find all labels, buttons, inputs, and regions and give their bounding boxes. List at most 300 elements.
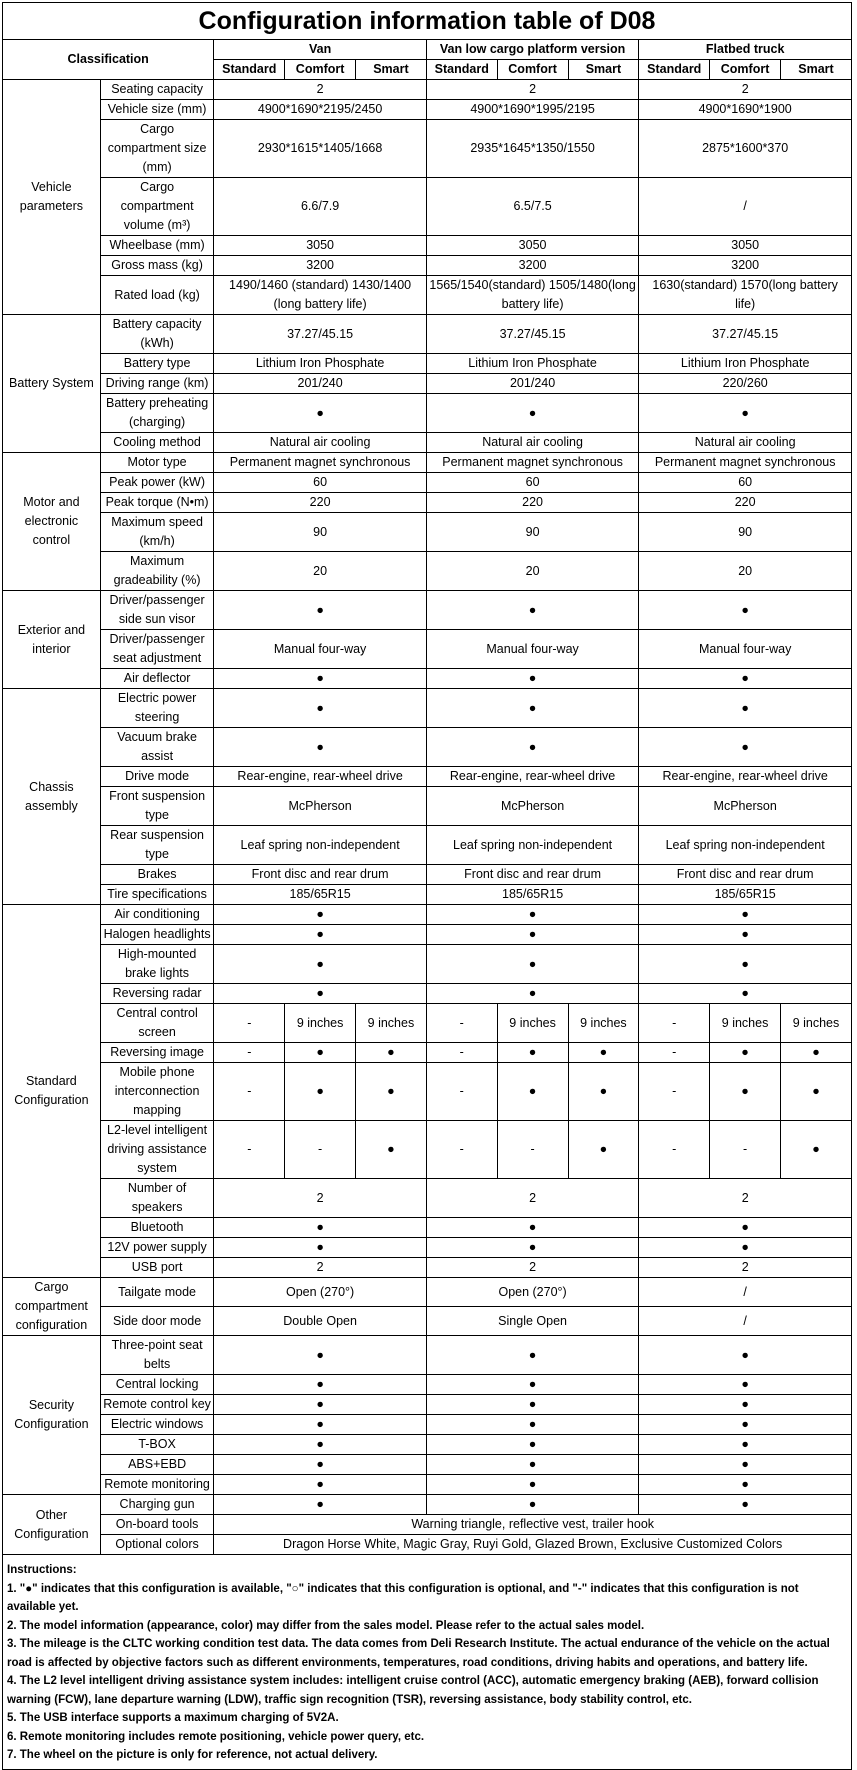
value-cell: ●: [710, 1063, 781, 1121]
value-cell: 90: [214, 513, 426, 552]
value-cell: Rear-engine, rear-wheel drive: [426, 767, 638, 787]
table-row: [3, 80, 852, 100]
table-row: [3, 256, 852, 276]
row-label: Halogen headlights: [100, 925, 214, 945]
value-cell: -: [426, 1063, 497, 1121]
row-label: Reversing radar: [100, 984, 214, 1004]
table-row: [3, 1375, 852, 1395]
table-row: [3, 1218, 852, 1238]
value-cell: ●: [639, 984, 852, 1004]
value-cell: ●: [426, 945, 638, 984]
table-row: [3, 473, 852, 493]
trim-header: Smart: [780, 60, 851, 80]
value-cell: ●: [639, 1336, 852, 1375]
table-row: [3, 120, 852, 178]
value-cell: 4900*1690*2195/2450: [214, 100, 426, 120]
row-label: 12V power supply: [100, 1238, 214, 1258]
value-cell: ●: [285, 1043, 356, 1063]
value-cell: 9 inches: [568, 1004, 639, 1043]
value-cell: ●: [639, 1415, 852, 1435]
value-cell: ●: [568, 1043, 639, 1063]
value-cell: Natural air cooling: [214, 433, 426, 453]
value-cell: Rear-engine, rear-wheel drive: [214, 767, 426, 787]
value-cell: ●: [426, 1395, 638, 1415]
row-label: Rated load (kg): [100, 276, 214, 315]
value-cell: ●: [214, 1415, 426, 1435]
value-cell: 185/65R15: [639, 885, 852, 905]
value-cell: ●: [426, 591, 638, 630]
value-cell: ●: [426, 728, 638, 767]
value-cell: Natural air cooling: [639, 433, 852, 453]
value-cell: 37.27/45.15: [426, 315, 638, 354]
value-cell: 201/240: [426, 374, 638, 394]
value-cell: Front disc and rear drum: [426, 865, 638, 885]
model-header-van-low: Van low cargo platform version: [426, 40, 638, 60]
value-cell: 60: [639, 473, 852, 493]
value-cell: -: [214, 1121, 285, 1179]
instruction-item: 2. The model information (appearance, color) may differ from the sales model. Please refer to the actual sales model.: [7, 1619, 645, 1632]
value-cell: -: [285, 1121, 356, 1179]
value-cell: ●: [639, 1375, 852, 1395]
title-row: [3, 3, 852, 40]
value-cell: ●: [426, 1495, 638, 1515]
value-cell: ●: [426, 1455, 638, 1475]
value-cell: -: [214, 1043, 285, 1063]
value-cell: 20: [214, 552, 426, 591]
table-row: [3, 984, 852, 1004]
table-row: [3, 276, 852, 315]
row-label: Driver/passenger seat adjustment: [100, 630, 214, 669]
row-label: Three-point seat belts: [100, 1336, 214, 1375]
table-row: [3, 728, 852, 767]
instructions-row: [3, 1555, 852, 1770]
value-cell: -: [639, 1063, 710, 1121]
group-label: Other Configuration: [3, 1495, 101, 1555]
value-cell: ●: [214, 1395, 426, 1415]
value-cell: ●: [426, 1375, 638, 1395]
row-label: Reversing image: [100, 1043, 214, 1063]
row-label: Front suspension type: [100, 787, 214, 826]
table-row: [3, 1043, 852, 1063]
model-header-flatbed: Flatbed truck: [639, 40, 852, 60]
row-label: Seating capacity: [100, 80, 214, 100]
value-cell: 1565/1540(standard) 1505/1480(long battery life): [426, 276, 638, 315]
value-cell: Single Open: [426, 1307, 638, 1336]
configuration-body: [3, 80, 852, 1555]
value-cell: ●: [214, 1336, 426, 1375]
value-cell: ●: [780, 1063, 851, 1121]
value-cell: 6.6/7.9: [214, 178, 426, 236]
row-label: Battery preheating (charging): [100, 394, 214, 433]
value-cell: -: [214, 1004, 285, 1043]
value-cell: -: [214, 1063, 285, 1121]
row-label: Maximum speed (km/h): [100, 513, 214, 552]
value-cell: 201/240: [214, 374, 426, 394]
value-cell: 220: [639, 493, 852, 513]
row-label: Tailgate mode: [100, 1278, 214, 1307]
value-cell: ●: [214, 1375, 426, 1395]
value-cell: -: [639, 1004, 710, 1043]
value-cell: ●: [426, 1475, 638, 1495]
value-cell: 1630(standard) 1570(long battery life): [639, 276, 852, 315]
value-cell: ●: [639, 1495, 852, 1515]
value-cell: ●: [568, 1063, 639, 1121]
value-cell: ●: [639, 1238, 852, 1258]
value-cell: -: [710, 1121, 781, 1179]
classification-header: Classification: [3, 40, 214, 80]
row-label: Cargo compartment size (mm): [100, 120, 214, 178]
value-cell: 3200: [214, 256, 426, 276]
value-cell: 2: [214, 1258, 426, 1278]
group-label: Cargo compartment configuration: [3, 1278, 101, 1336]
group-label: Chassis assembly: [3, 689, 101, 905]
value-cell: ●: [426, 1415, 638, 1435]
value-cell: 185/65R15: [214, 885, 426, 905]
row-label: T-BOX: [100, 1435, 214, 1455]
trim-header: Comfort: [497, 60, 568, 80]
value-cell: ●: [426, 1336, 638, 1375]
value-cell: ●: [639, 905, 852, 925]
value-cell: /: [639, 178, 852, 236]
table-row: [3, 1415, 852, 1435]
value-cell: Permanent magnet synchronous: [214, 453, 426, 473]
row-label: Air conditioning: [100, 905, 214, 925]
row-label: Central locking: [100, 1375, 214, 1395]
row-label: Number of speakers: [100, 1179, 214, 1218]
value-cell: Dragon Horse White, Magic Gray, Ruyi Gold, Glazed Brown, Exclusive Customized Colors: [214, 1535, 852, 1555]
value-cell: Front disc and rear drum: [639, 865, 852, 885]
value-cell: ●: [214, 925, 426, 945]
value-cell: 3050: [426, 236, 638, 256]
table-row: [3, 453, 852, 473]
value-cell: ●: [639, 394, 852, 433]
row-label: Optional colors: [100, 1535, 214, 1555]
instruction-item: 1. "●" indicates that this configuration is available, "○" indicates that this configuration is optional, and "-" indicates that this configuration is not available yet.: [7, 1582, 799, 1613]
value-cell: ●: [426, 669, 638, 689]
value-cell: 20: [426, 552, 638, 591]
group-label: Security Configuration: [3, 1336, 101, 1495]
trim-header: Standard: [639, 60, 710, 80]
value-cell: ●: [780, 1121, 851, 1179]
value-cell: ●: [426, 689, 638, 728]
value-cell: Leaf spring non-independent: [639, 826, 852, 865]
value-cell: -: [426, 1121, 497, 1179]
row-label: Air deflector: [100, 669, 214, 689]
table-row: [3, 1307, 852, 1336]
value-cell: 20: [639, 552, 852, 591]
row-label: Rear suspension type: [100, 826, 214, 865]
value-cell: 220: [426, 493, 638, 513]
value-cell: 90: [639, 513, 852, 552]
trim-header: Smart: [568, 60, 639, 80]
table-row: [3, 1063, 852, 1121]
row-label: Electric power steering: [100, 689, 214, 728]
group-label: Exterior and interior: [3, 591, 101, 689]
value-cell: ●: [214, 984, 426, 1004]
value-cell: 6.5/7.5: [426, 178, 638, 236]
table-row: [3, 1121, 852, 1179]
model-header-row: [3, 40, 852, 60]
value-cell: McPherson: [426, 787, 638, 826]
row-label: USB port: [100, 1258, 214, 1278]
value-cell: ●: [497, 1043, 568, 1063]
table-row: [3, 1238, 852, 1258]
table-row: [3, 178, 852, 236]
value-cell: Warning triangle, reflective vest, trailer hook: [214, 1515, 852, 1535]
row-label: Tire specifications: [100, 885, 214, 905]
value-cell: 37.27/45.15: [214, 315, 426, 354]
row-label: Vacuum brake assist: [100, 728, 214, 767]
table-row: [3, 885, 852, 905]
value-cell: Open (270°): [214, 1278, 426, 1307]
row-label: Mobile phone interconnection mapping: [100, 1063, 214, 1121]
table-row: [3, 630, 852, 669]
value-cell: 2: [426, 1179, 638, 1218]
value-cell: 2: [214, 1179, 426, 1218]
table-row: [3, 669, 852, 689]
group-label: Motor and electronic control: [3, 453, 101, 591]
trim-header: Comfort: [710, 60, 781, 80]
table-row: [3, 905, 852, 925]
config-sheet: [2, 2, 852, 1770]
value-cell: 4900*1690*1995/2195: [426, 100, 638, 120]
row-label: Motor type: [100, 453, 214, 473]
trim-header: Comfort: [285, 60, 356, 80]
row-label: Charging gun: [100, 1495, 214, 1515]
model-header-van: Van: [214, 40, 426, 60]
value-cell: Manual four-way: [639, 630, 852, 669]
group-label: Standard Configuration: [3, 905, 101, 1278]
table-row: [3, 354, 852, 374]
value-cell: ●: [214, 1495, 426, 1515]
value-cell: 3200: [426, 256, 638, 276]
value-cell: 2: [426, 80, 638, 100]
table-title: Configuration information table of D08: [3, 3, 852, 40]
table-row: [3, 787, 852, 826]
value-cell: ●: [639, 1218, 852, 1238]
value-cell: 2: [214, 80, 426, 100]
value-cell: 185/65R15: [426, 885, 638, 905]
instructions: [3, 1555, 852, 1770]
table-row: [3, 1495, 852, 1515]
row-label: Side door mode: [100, 1307, 214, 1336]
value-cell: ●: [780, 1043, 851, 1063]
table-row: [3, 689, 852, 728]
instruction-item: 5. The USB interface supports a maximum charging of 5V2A.: [7, 1712, 339, 1724]
table-row: [3, 513, 852, 552]
value-cell: 4900*1690*1900: [639, 100, 852, 120]
instruction-item: 7. The wheel on the picture is only for reference, not actual delivery.: [7, 1749, 378, 1761]
value-cell: Double Open: [214, 1307, 426, 1336]
value-cell: Manual four-way: [426, 630, 638, 669]
value-cell: Permanent magnet synchronous: [426, 453, 638, 473]
value-cell: 2: [639, 1179, 852, 1218]
row-label: Peak power (kW): [100, 473, 214, 493]
table-row: [3, 925, 852, 945]
value-cell: ●: [426, 905, 638, 925]
row-label: Bluetooth: [100, 1218, 214, 1238]
row-label: Vehicle size (mm): [100, 100, 214, 120]
value-cell: -: [497, 1121, 568, 1179]
value-cell: 9 inches: [780, 1004, 851, 1043]
value-cell: ●: [426, 984, 638, 1004]
table-row: [3, 1535, 852, 1555]
row-label: Cooling method: [100, 433, 214, 453]
value-cell: ●: [639, 669, 852, 689]
value-cell: ●: [214, 591, 426, 630]
value-cell: 2: [639, 80, 852, 100]
value-cell: ●: [426, 925, 638, 945]
value-cell: -: [639, 1043, 710, 1063]
table-row: [3, 1435, 852, 1455]
row-label: Wheelbase (mm): [100, 236, 214, 256]
value-cell: ●: [285, 1063, 356, 1121]
value-cell: Leaf spring non-independent: [214, 826, 426, 865]
value-cell: ●: [639, 728, 852, 767]
row-label: Battery type: [100, 354, 214, 374]
value-cell: ●: [710, 1043, 781, 1063]
value-cell: ●: [214, 728, 426, 767]
value-cell: Rear-engine, rear-wheel drive: [639, 767, 852, 787]
table-row: [3, 1258, 852, 1278]
value-cell: -: [426, 1004, 497, 1043]
table-row: [3, 100, 852, 120]
row-label: On-board tools: [100, 1515, 214, 1535]
row-label: Remote control key: [100, 1395, 214, 1415]
value-cell: Lithium Iron Phosphate: [426, 354, 638, 374]
row-label: High-mounted brake lights: [100, 945, 214, 984]
value-cell: ●: [356, 1121, 427, 1179]
table-row: [3, 1278, 852, 1307]
value-cell: Open (270°): [426, 1278, 638, 1307]
table-row: [3, 767, 852, 787]
value-cell: 3200: [639, 256, 852, 276]
value-cell: 90: [426, 513, 638, 552]
value-cell: Manual four-way: [214, 630, 426, 669]
table-row: [3, 1336, 852, 1375]
value-cell: 3050: [214, 236, 426, 256]
table-row: [3, 493, 852, 513]
value-cell: ●: [214, 905, 426, 925]
row-label: L2-level intelligent driving assistance system: [100, 1121, 214, 1179]
row-label: Brakes: [100, 865, 214, 885]
value-cell: Leaf spring non-independent: [426, 826, 638, 865]
row-label: Battery capacity (kWh): [100, 315, 214, 354]
table-row: [3, 236, 852, 256]
group-label: Battery System: [3, 315, 101, 453]
instructions-title: Instructions:: [7, 1564, 77, 1576]
value-cell: McPherson: [214, 787, 426, 826]
value-cell: ●: [214, 669, 426, 689]
value-cell: 220: [214, 493, 426, 513]
value-cell: -: [426, 1043, 497, 1063]
row-label: Peak torque (N•m): [100, 493, 214, 513]
value-cell: ●: [639, 1435, 852, 1455]
value-cell: 2930*1615*1405/1668: [214, 120, 426, 178]
value-cell: ●: [426, 394, 638, 433]
value-cell: 1490/1460 (standard) 1430/1400 (long battery life): [214, 276, 426, 315]
table-row: [3, 374, 852, 394]
row-label: Electric windows: [100, 1415, 214, 1435]
value-cell: 220/260: [639, 374, 852, 394]
value-cell: ●: [214, 945, 426, 984]
instruction-item: 6. Remote monitoring includes remote positioning, vehicle power query, etc.: [7, 1730, 425, 1743]
value-cell: ●: [639, 925, 852, 945]
table-row: [3, 315, 852, 354]
value-cell: ●: [568, 1121, 639, 1179]
row-label: Remote monitoring: [100, 1475, 214, 1495]
value-cell: ●: [426, 1435, 638, 1455]
value-cell: /: [639, 1307, 852, 1336]
value-cell: McPherson: [639, 787, 852, 826]
value-cell: 9 inches: [710, 1004, 781, 1043]
value-cell: ●: [639, 1455, 852, 1475]
instruction-item: 4. The L2 level intelligent driving assistance system includes: intelligent cruise control (ACC), automatic emergency braking (AEB), forward collision warning (FCW), lane departure warning (LDW), traffic sign recognition (TSR), reversing assistance, body stability control, etc.: [7, 1675, 819, 1706]
value-cell: -: [639, 1121, 710, 1179]
value-cell: ●: [426, 1238, 638, 1258]
value-cell: 3050: [639, 236, 852, 256]
row-label: Gross mass (kg): [100, 256, 214, 276]
value-cell: ●: [497, 1063, 568, 1121]
value-cell: ●: [639, 689, 852, 728]
table-row: [3, 826, 852, 865]
row-label: Drive mode: [100, 767, 214, 787]
trim-header: Standard: [426, 60, 497, 80]
value-cell: ●: [426, 1218, 638, 1238]
row-label: Driving range (km): [100, 374, 214, 394]
value-cell: ●: [356, 1063, 427, 1121]
value-cell: 2935*1645*1350/1550: [426, 120, 638, 178]
value-cell: ●: [214, 689, 426, 728]
table-row: [3, 1515, 852, 1535]
value-cell: ●: [214, 1218, 426, 1238]
value-cell: 60: [426, 473, 638, 493]
table-row: [3, 433, 852, 453]
value-cell: Front disc and rear drum: [214, 865, 426, 885]
table-row: [3, 394, 852, 433]
table-row: [3, 1004, 852, 1043]
value-cell: ●: [214, 1238, 426, 1258]
value-cell: 2875*1600*370: [639, 120, 852, 178]
value-cell: ●: [639, 1395, 852, 1415]
configuration-table: [2, 2, 852, 1770]
table-row: [3, 1395, 852, 1415]
value-cell: 9 inches: [356, 1004, 427, 1043]
table-row: [3, 945, 852, 984]
group-label: Vehicle parameters: [3, 80, 101, 315]
table-row: [3, 865, 852, 885]
table-row: [3, 1475, 852, 1495]
value-cell: ●: [639, 591, 852, 630]
value-cell: 9 inches: [497, 1004, 568, 1043]
value-cell: ●: [639, 945, 852, 984]
instruction-item: 3. The mileage is the CLTC working condition test data. The data comes from Deli Research Institute. The actual endurance of the vehicle on the actual road is affected by objective factors such as different environments, temperatures, road conditions, driving habits and operations, and battery life.: [7, 1638, 830, 1669]
value-cell: 2: [426, 1258, 638, 1278]
table-row: [3, 591, 852, 630]
table-row: [3, 1455, 852, 1475]
row-label: ABS+EBD: [100, 1455, 214, 1475]
row-label: Driver/passenger side sun visor: [100, 591, 214, 630]
value-cell: 2: [639, 1258, 852, 1278]
value-cell: ●: [214, 1435, 426, 1455]
row-label: Cargo compartment volume (m³): [100, 178, 214, 236]
value-cell: Lithium Iron Phosphate: [214, 354, 426, 374]
value-cell: Lithium Iron Phosphate: [639, 354, 852, 374]
value-cell: ●: [214, 1455, 426, 1475]
value-cell: 9 inches: [285, 1004, 356, 1043]
table-row: [3, 552, 852, 591]
row-label: Maximum gradeability (%): [100, 552, 214, 591]
